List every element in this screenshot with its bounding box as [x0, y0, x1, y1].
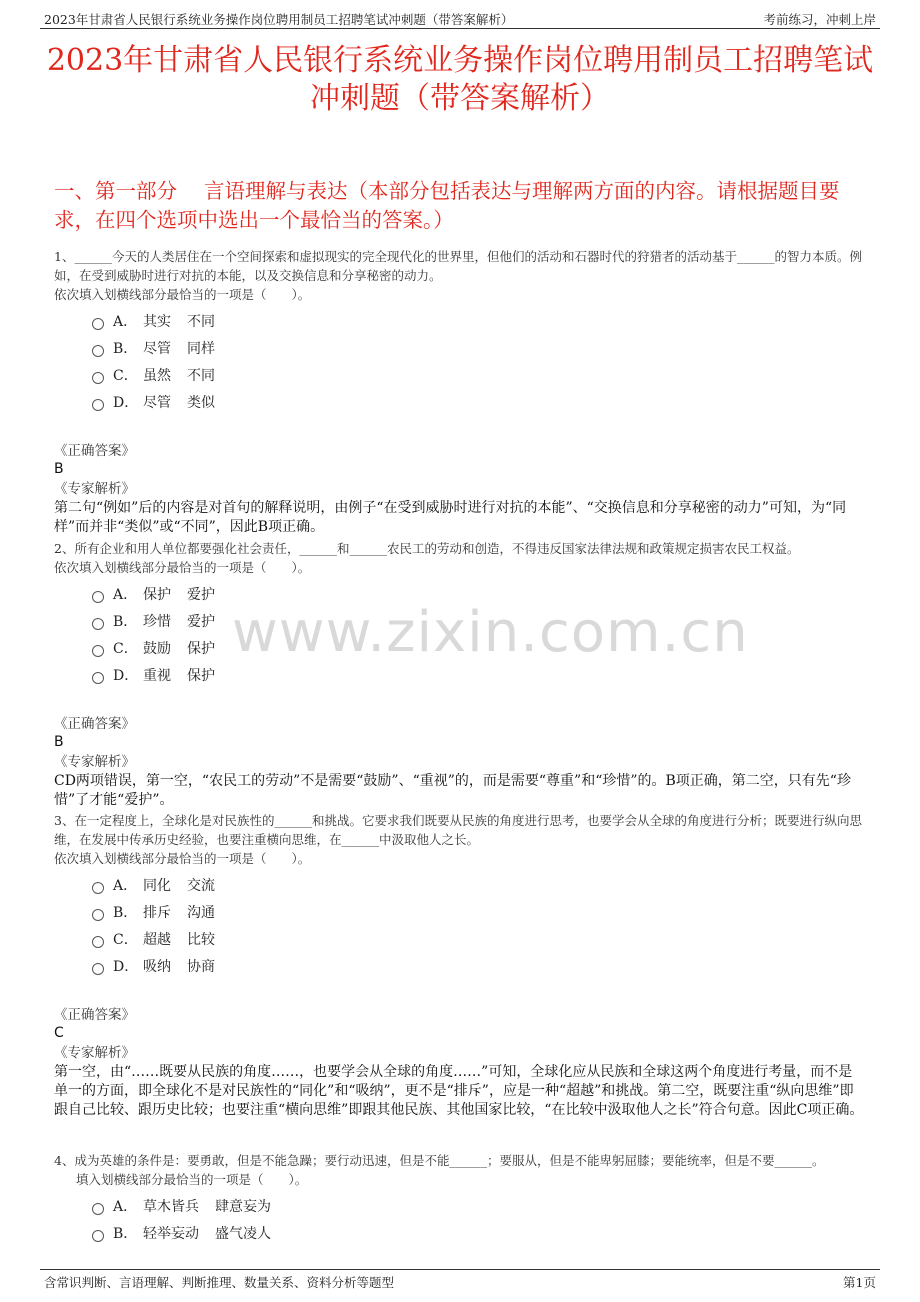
- explanation-text: CD两项错误，第一空，“农民工的劳动”不是需要“鼓励”、“重视”的，而是需要“尊重”和“珍惜”的。B项正确，第二空，只有先“珍惜”了才能“爱护”。: [54, 773, 851, 808]
- option-word-1: 鼓励: [143, 640, 171, 657]
- option-word-1: 珍惜: [143, 613, 171, 630]
- option-b[interactable]: [92, 1219, 866, 1246]
- option-b[interactable]: [92, 898, 866, 925]
- radio-icon[interactable]: [92, 318, 104, 330]
- radio-icon[interactable]: [92, 1230, 104, 1242]
- question-prompt: 依次填入划横线部分最恰当的一项是（ ）。: [54, 851, 311, 866]
- option-word-1: 排斥: [143, 904, 171, 921]
- option-b[interactable]: [92, 607, 866, 634]
- page-number: 第1页: [843, 1275, 876, 1290]
- option-word-2: 比较: [187, 931, 215, 948]
- explanation-label: 《专家解析》: [54, 754, 135, 770]
- option-b[interactable]: [92, 334, 866, 361]
- question-stem: 4、成为英雄的条件是：要勇敢，但是不能急躁；要行动迅速，但是不能______；要服从，但是不能卑躬屈膝；要能统率，但是不要______。: [54, 1153, 825, 1168]
- option-word-2: 保护: [187, 667, 215, 684]
- options-list: [92, 871, 866, 979]
- option-word-2: 肆意妄为: [215, 1198, 271, 1215]
- radio-icon[interactable]: [92, 963, 104, 975]
- option-letter: A．: [113, 586, 138, 603]
- option-word-2: 沟通: [187, 904, 215, 921]
- radio-icon[interactable]: [92, 882, 104, 894]
- option-a[interactable]: [92, 871, 866, 898]
- option-c[interactable]: [92, 361, 866, 388]
- option-word-2: 不同: [187, 313, 215, 330]
- option-a[interactable]: [92, 307, 866, 334]
- option-word-1: 重视: [143, 667, 171, 684]
- option-word-2: 保护: [187, 640, 215, 657]
- explanation-label: 《专家解析》: [54, 481, 135, 497]
- radio-icon[interactable]: [92, 372, 104, 384]
- option-letter: C．: [113, 640, 138, 657]
- answer-label: 《正确答案》: [54, 443, 135, 459]
- option-letter: D．: [113, 667, 139, 684]
- option-word-1: 其实: [143, 313, 171, 330]
- option-letter: B．: [113, 340, 138, 357]
- option-d[interactable]: [92, 388, 866, 415]
- option-letter: D．: [113, 958, 139, 975]
- option-word-2: 类似: [187, 394, 215, 411]
- option-letter: C．: [113, 931, 138, 948]
- radio-icon[interactable]: [92, 672, 104, 684]
- header-slogan: 考前练习，冲刺上岸: [763, 12, 876, 27]
- header-doc-title: 2023年甘肃省人民银行系统业务操作岗位聘用制员工招聘笔试冲刺题（带答案解析）: [44, 12, 514, 27]
- option-word-1: 同化: [143, 877, 171, 894]
- option-a[interactable]: [92, 1192, 866, 1219]
- radio-icon[interactable]: [92, 645, 104, 657]
- option-word-2: 盛气凌人: [215, 1225, 271, 1242]
- option-c[interactable]: [92, 925, 866, 952]
- question-prompt: 依次填入划横线部分最恰当的一项是（ ）。: [54, 287, 311, 302]
- option-letter: A．: [113, 1198, 138, 1215]
- answer-label: 《正确答案》: [54, 716, 135, 732]
- option-word-1: 尽管: [143, 340, 171, 357]
- option-word-1: 保护: [143, 586, 171, 603]
- option-word-1: 吸纳: [143, 958, 171, 975]
- explanation-label: 《专家解析》: [54, 1045, 135, 1061]
- question-prompt: 依次填入划横线部分最恰当的一项是（ ）。: [54, 560, 311, 575]
- option-letter: A．: [113, 877, 138, 894]
- page-header: [40, 6, 880, 29]
- option-word-1: 超越: [143, 931, 171, 948]
- radio-icon[interactable]: [92, 618, 104, 630]
- answer-label: 《正确答案》: [54, 1007, 135, 1023]
- option-word-2: 交流: [187, 877, 215, 894]
- option-a[interactable]: [92, 580, 866, 607]
- option-word-2: 爱护: [187, 586, 215, 603]
- option-word-1: 尽管: [143, 394, 171, 411]
- option-word-2: 爱护: [187, 613, 215, 630]
- footer-topics: 含常识判断、言语理解、判断推理、数量关系、资料分析等题型: [44, 1275, 395, 1290]
- option-word-2: 协商: [187, 958, 215, 975]
- explanation-text: 第二句“例如”后的内容是对首句的解释说明，由例子“在受到威胁时进行对抗的本能”、“交换信息和分享秘密的动力”可知，为“同样”而并非“类似”或“不同”，因此B项正确。: [54, 500, 847, 535]
- option-c[interactable]: [92, 634, 866, 661]
- question-stem: 2、所有企业和用人单位都要强化社会责任，______和______农民工的劳动和创造，不得违反国家法律法规和政策规定损害农民工权益。: [54, 541, 800, 556]
- radio-icon[interactable]: [92, 909, 104, 921]
- option-word-1: 虽然: [143, 367, 171, 384]
- question-stem: 1、______今天的人类居住在一个空间探索和虚拟现实的完全现代化的世界里，但他们的活动和石器时代的狩猎者的活动基于______的智力本质。例如，在受到威胁时进行对抗的本能，以及交换信息和分享秘密的动力。: [54, 249, 862, 283]
- section-heading: 一、第一部分 言语理解与表达（本部分包括表达与理解两方面的内容。请根据题目要求，在四个选项中选出一个最恰当的答案。）: [54, 179, 840, 232]
- radio-icon[interactable]: [92, 1203, 104, 1215]
- option-letter: C．: [113, 367, 138, 384]
- option-word-1: 轻举妄动: [143, 1225, 199, 1242]
- option-letter: B．: [113, 1225, 138, 1242]
- question-2: [54, 539, 866, 810]
- answer-value: B: [54, 734, 64, 750]
- radio-icon[interactable]: [92, 399, 104, 411]
- option-word-2: 同样: [187, 340, 215, 357]
- explanation-text: 第一空，由“……既要从民族的角度……，也要学会从全球的角度……”可知，全球化应从民族和全球这两个角度进行考量，而不是单一的方面，即全球化不是对民族性的“同化”和“吸纳”，更不是“排斥”，应是一种“超越”和挑战。第二空，既要注重“纵向思维”即跟自己比较、跟历史比较；也要注重“横向思维”即跟其他民族、其他国家比较，“在比较中汲取他人之长”符合句意。因此C项正确。: [54, 1064, 864, 1118]
- options-list: [92, 1192, 866, 1246]
- option-word-2: 不同: [187, 367, 215, 384]
- option-d[interactable]: [92, 661, 866, 688]
- watermark: www.zixin.com.cn: [232, 600, 749, 665]
- page-footer: [40, 1269, 880, 1292]
- question-1: [54, 247, 866, 537]
- option-word-1: 草木皆兵: [143, 1198, 199, 1215]
- option-letter: D．: [113, 394, 139, 411]
- answer-value: B: [54, 461, 64, 477]
- question-3: [54, 811, 866, 1120]
- option-letter: B．: [113, 613, 138, 630]
- radio-icon[interactable]: [92, 345, 104, 357]
- radio-icon[interactable]: [92, 591, 104, 603]
- document-title: 2023年甘肃省人民银行系统业务操作岗位聘用制员工招聘笔试冲刺题（带答案解析）: [46, 43, 874, 116]
- question-prompt: 填入划横线部分最恰当的一项是（ ）。: [76, 1172, 308, 1187]
- question-4: [54, 1151, 866, 1246]
- options-list: [92, 307, 866, 415]
- question-stem: 3、在一定程度上，全球化是对民族性的______和挑战。它要求我们既要从民族的角度进行思考，也要学会从全球的角度进行分析；既要进行纵向思维，在发展中传承历史经验，也要注重横向思维，在______中汲取他人之长。: [54, 813, 862, 847]
- answer-value: C: [54, 1025, 64, 1041]
- option-letter: A．: [113, 313, 138, 330]
- option-letter: B．: [113, 904, 138, 921]
- option-d[interactable]: [92, 952, 866, 979]
- options-list: [92, 580, 866, 688]
- radio-icon[interactable]: [92, 936, 104, 948]
